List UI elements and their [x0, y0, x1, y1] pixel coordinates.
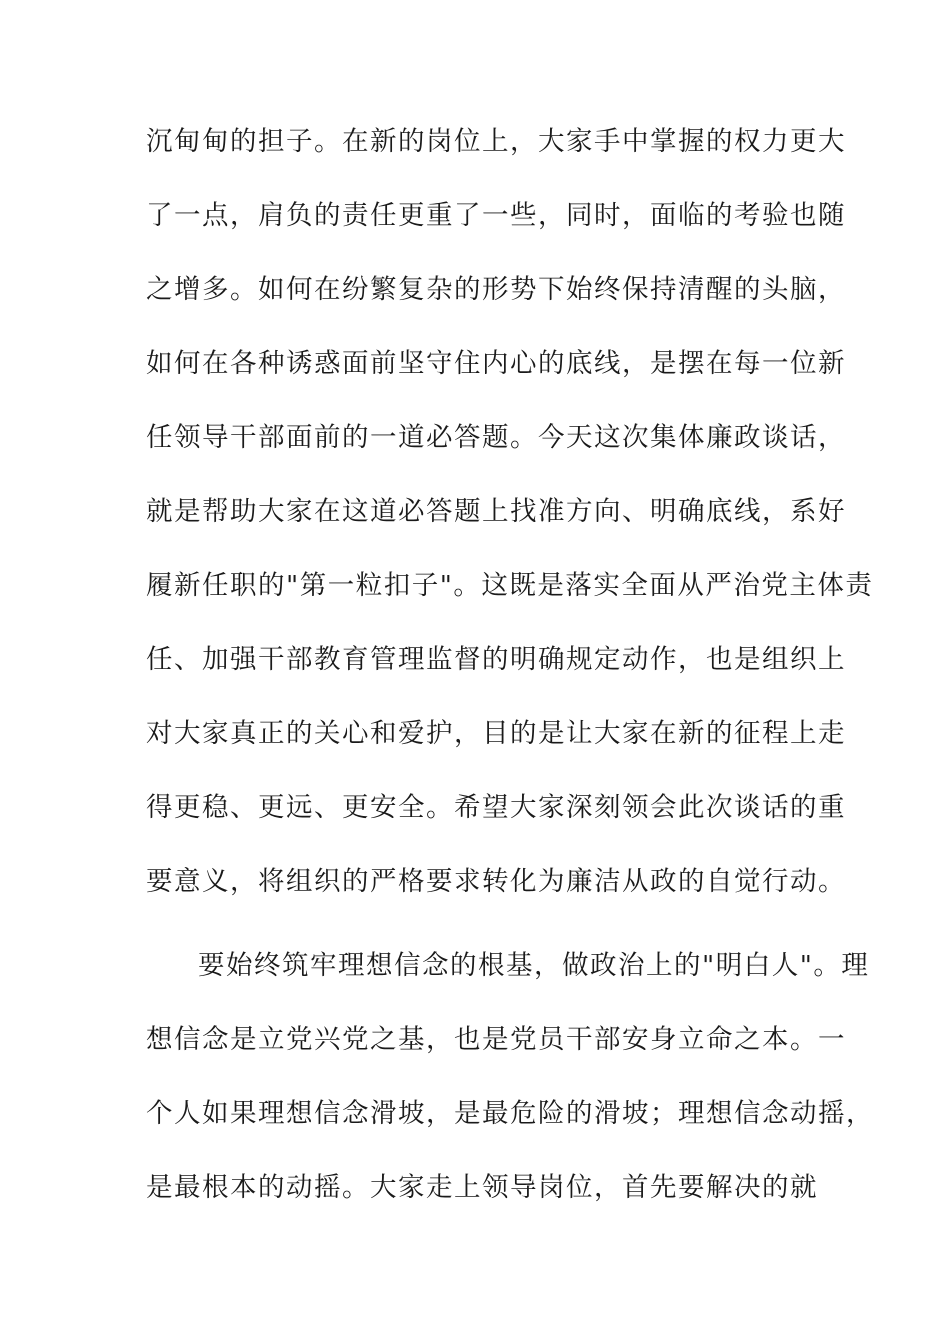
text-line: 要意义，将组织的严格要求转化为廉洁从政的自觉行动。: [146, 866, 846, 897]
text-line: 履新任职的"第一粒扣子"。这既是落实全面从严治党主体责: [146, 570, 874, 601]
text-line: 就是帮助大家在这道必答题上找准方向、明确底线，系好: [146, 496, 846, 527]
paragraph-first-line: 要始终筑牢理想信念的根基，做政治上的"明白人"。理: [198, 950, 870, 981]
text-line: 个人如果理想信念滑坡，是最危险的滑坡；理想信念动摇，: [146, 1098, 874, 1129]
text-line: 了一点，肩负的责任更重了一些，同时，面临的考验也随: [146, 200, 846, 231]
text-line: 是最根本的动摇。大家走上领导岗位，首先要解决的就: [146, 1172, 818, 1203]
text-line: 之增多。如何在纷繁复杂的形势下始终保持清醒的头脑，: [146, 274, 846, 305]
text-line: 任、加强干部教育管理监督的明确规定动作，也是组织上: [146, 644, 846, 675]
text-line: 对大家真正的关心和爱护，目的是让大家在新的征程上走: [146, 718, 846, 749]
text-line: 得更稳、更远、更安全。希望大家深刻领会此次谈话的重: [146, 792, 846, 823]
text-line: 任领导干部面前的一道必答题。今天这次集体廉政谈话，: [146, 422, 846, 453]
text-line: 想信念是立党兴党之基，也是党员干部安身立命之本。一: [146, 1024, 846, 1055]
text-line: 沉甸甸的担子。在新的岗位上，大家手中掌握的权力更大: [146, 126, 846, 157]
text-line: 如何在各种诱惑面前坚守住内心的底线，是摆在每一位新: [146, 348, 846, 379]
